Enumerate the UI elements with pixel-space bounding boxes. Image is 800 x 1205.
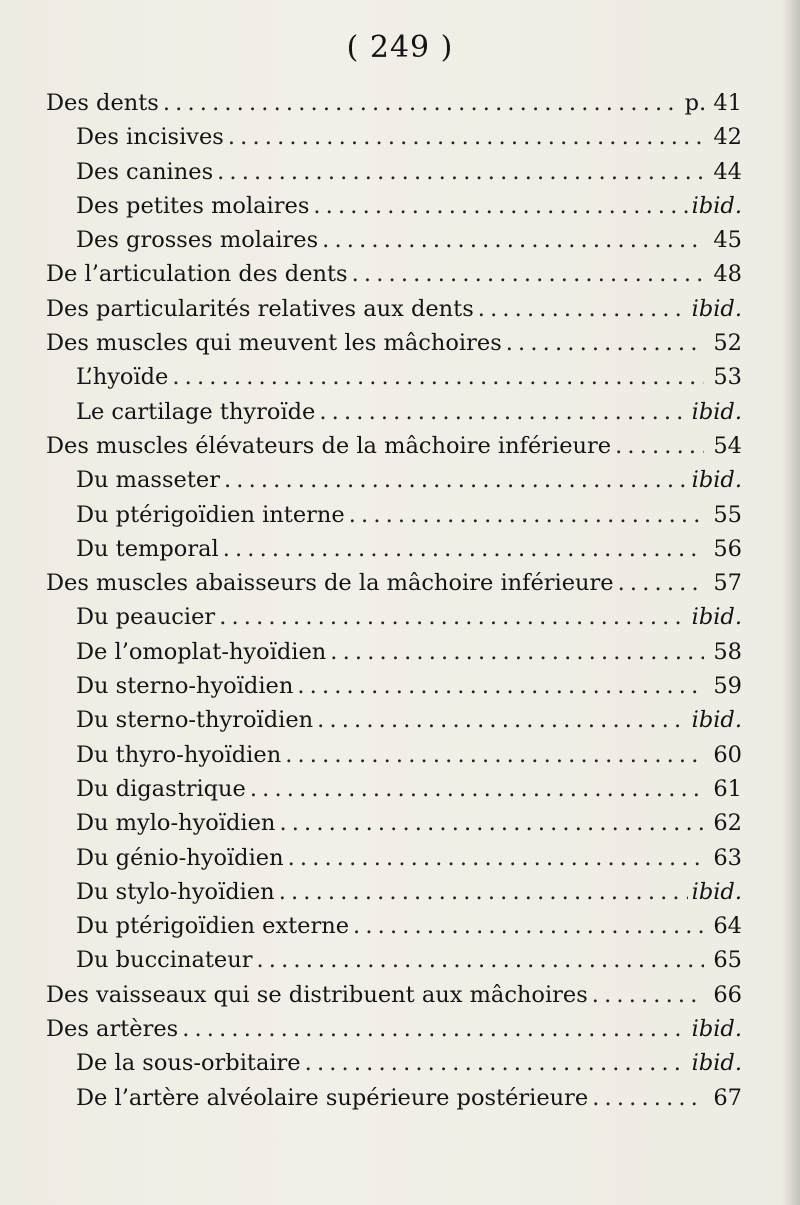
toc-entry-page: ibid. (691, 295, 742, 322)
dot-leader (250, 772, 704, 806)
toc-entry (46, 257, 742, 291)
toc-entry-label: Du mylo-hyoïdien (76, 810, 276, 837)
dot-leader (182, 1012, 687, 1046)
dot-leader (285, 738, 704, 772)
toc-entry-label: Du temporal (76, 535, 219, 562)
toc-entry (46, 738, 742, 772)
toc-entry (46, 566, 742, 600)
toc-entry-page: 58 (713, 638, 742, 665)
toc-entry (46, 703, 742, 737)
toc-entry-page: 48 (713, 261, 742, 288)
toc-entry-page: 57 (713, 570, 742, 597)
dot-leader (615, 429, 704, 463)
toc-entry (46, 463, 742, 497)
toc-entry (46, 943, 742, 977)
dot-leader (297, 669, 704, 703)
toc-entry (46, 429, 742, 463)
toc-entry (46, 841, 742, 875)
dot-leader (288, 841, 704, 875)
toc-entry-label: De la sous-orbitaire (76, 1050, 301, 1077)
toc-entry-page: 56 (713, 535, 742, 562)
toc-entry-page: 54 (713, 432, 742, 459)
toc-entry (46, 635, 742, 669)
toc-entry-label: Des incisives (76, 124, 224, 151)
toc-entry (46, 600, 742, 634)
toc-entry-label: Du sterno-hyoïdien (76, 673, 294, 700)
toc-entry-label: Du sterno-thyroïdien (76, 707, 314, 734)
dot-leader (349, 498, 704, 532)
toc-entry (46, 875, 742, 909)
toc-entry-page: ibid. (691, 707, 742, 734)
toc-entry-label: Des muscles abaisseurs de la mâchoire inférieure (46, 570, 614, 597)
toc-entry-label: Du génio-hyoïdien (76, 844, 284, 871)
dot-leader (256, 943, 704, 977)
toc-entry-page: ibid. (691, 1050, 742, 1077)
dot-leader (618, 566, 704, 600)
toc-entry-label: Du stylo-hyoïdien (76, 878, 275, 905)
toc-entry (46, 189, 742, 223)
toc-entry-label: Des petites molaires (76, 192, 310, 219)
toc-entry-page: ibid. (691, 604, 742, 631)
toc-entry-page: ibid. (691, 878, 742, 905)
toc-entry-label: De l’omoplat-hyoïdien (76, 638, 327, 665)
toc-entry-label: Des particularités relatives aux dents (46, 295, 474, 322)
toc-entry-page: 55 (713, 501, 742, 528)
toc-entry-page: 67 (713, 1084, 742, 1111)
toc-entry-label: Des grosses molaires (76, 227, 319, 254)
dot-leader (478, 292, 688, 326)
toc-entry-label: Du ptérigoïdien externe (76, 913, 350, 940)
toc-entry-page: ibid. (691, 1016, 742, 1043)
toc-entry-label: Des muscles qui meuvent les mâchoires (46, 330, 502, 357)
toc-entry (46, 1081, 742, 1115)
toc-entry (46, 1012, 742, 1046)
toc-entry (46, 360, 742, 394)
toc-entry (46, 395, 742, 429)
dot-leader (592, 978, 704, 1012)
dot-leader (228, 120, 704, 154)
toc-entry-label: Des vaisseaux qui se distribuent aux mâchoires (46, 981, 588, 1008)
toc-entry-label: De l’articulation des dents (46, 261, 348, 288)
toc-entry (46, 155, 742, 189)
table-of-contents (46, 86, 742, 1115)
dot-leader (322, 223, 704, 257)
dot-leader (319, 395, 687, 429)
toc-entry (46, 292, 742, 326)
toc-entry-page: 53 (713, 364, 742, 391)
dot-leader (217, 155, 704, 189)
toc-entry-page: 64 (713, 913, 742, 940)
toc-entry-page: 42 (713, 124, 742, 151)
dot-leader (313, 189, 687, 223)
toc-entry-label: L’hyoïde (76, 364, 169, 391)
toc-entry-label: Du thyro-hyoïdien (76, 741, 282, 768)
dot-leader (279, 806, 704, 840)
toc-entry-label: Des dents (46, 90, 159, 116)
dot-leader (172, 360, 704, 394)
toc-entry-page: ibid. (691, 398, 742, 425)
toc-entry-label: Des muscles élévateurs de la mâchoire inférieure (46, 432, 612, 459)
dot-leader (224, 463, 688, 497)
page-number: ( 249 ) (346, 30, 454, 65)
dot-leader (592, 1081, 704, 1115)
toc-entry-page: ibid. (691, 192, 742, 219)
toc-entry-page: 44 (713, 158, 742, 185)
toc-entry-label: Du buccinateur (76, 947, 253, 974)
toc-entry-label: Le cartilage thyroïde (76, 398, 316, 425)
dot-leader (353, 909, 704, 943)
dot-leader (163, 86, 681, 120)
toc-entry (46, 909, 742, 943)
toc-entry (46, 86, 742, 120)
toc-entry (46, 498, 742, 532)
dot-leader (279, 875, 688, 909)
dot-leader (317, 703, 688, 737)
toc-entry-page: 61 (713, 775, 742, 802)
dot-leader (305, 1046, 688, 1080)
toc-entry-label: Du digastrique (76, 775, 246, 802)
toc-entry-label: Des artères (46, 1016, 179, 1043)
toc-entry-label: Du ptérigoïdien interne (76, 501, 345, 528)
toc-entry-label: Du peaucier (76, 604, 216, 631)
toc-entry (46, 772, 742, 806)
toc-entry-label: De l’artère alvéolaire supérieure postérieure (76, 1084, 589, 1111)
toc-entry-page: 52 (713, 330, 742, 357)
toc-entry (46, 1046, 742, 1080)
toc-entry (46, 806, 742, 840)
toc-entry-page: 63 (713, 844, 742, 871)
toc-entry (46, 223, 742, 257)
toc-entry-page: 65 (713, 947, 742, 974)
toc-entry-page: 59 (713, 673, 742, 700)
toc-entry (46, 326, 742, 360)
toc-entry-page: ibid. (691, 467, 742, 494)
toc-entry-page: p. 41 (684, 90, 742, 116)
toc-entry-page: 66 (713, 981, 742, 1008)
dot-leader (219, 600, 687, 634)
toc-entry (46, 120, 742, 154)
toc-entry-page: 60 (713, 741, 742, 768)
toc-entry-label: Du masseter (76, 467, 220, 494)
toc-entry (46, 669, 742, 703)
toc-entry-label: Des canines (76, 158, 214, 185)
toc-entry-page: 45 (713, 227, 742, 254)
dot-leader (223, 532, 704, 566)
toc-entry-page: 62 (713, 810, 742, 837)
toc-entry (46, 532, 742, 566)
toc-entry (46, 978, 742, 1012)
dot-leader (330, 635, 704, 669)
dot-leader (352, 257, 704, 291)
dot-leader (506, 326, 704, 360)
